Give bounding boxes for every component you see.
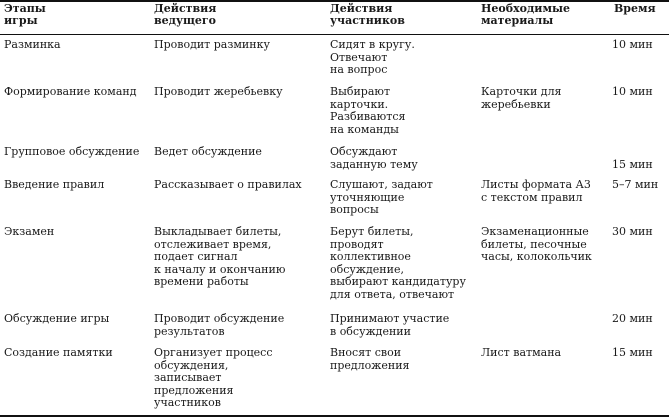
- row-5-participants: Берут билеты, проводят коллективное обсуждение, выбирают кандидатуру для ответа, отвечают: [330, 225, 466, 301]
- header-host-actions: Действия ведущего: [154, 2, 217, 27]
- row-2-materials: Карточки для жеребьевки: [481, 85, 562, 111]
- header-materials: Необходимые материалы: [481, 2, 571, 27]
- row-4-stage: Введение правил: [4, 178, 105, 191]
- row-5-host: Выкладывает билеты, отслеживает время, подает сигнал к началу и окончанию времени работы: [154, 225, 286, 288]
- row-6-stage: Обсуждение игры: [4, 312, 110, 325]
- row-5-time: 30 мин: [612, 225, 653, 238]
- row-7-host: Организует процесс обсуждения, записывает предложения участников: [154, 346, 273, 409]
- table-bottom-rule: [0, 415, 669, 417]
- row-1-time: 10 мин: [612, 38, 653, 51]
- row-7-materials: Лист ватмана: [481, 346, 562, 359]
- row-2-participants: Выбирают карточки. Разбиваются на команды: [330, 85, 406, 136]
- row-3-time: 15 мин: [612, 158, 653, 171]
- row-3-participants: Обсуждают заданную тему: [330, 145, 418, 171]
- row-3-host: Ведет обсуждение: [154, 145, 262, 158]
- row-6-host: Проводит обсуждение результатов: [154, 312, 285, 338]
- row-4-time: 5–7 мин: [612, 178, 659, 191]
- row-2-time: 10 мин: [612, 85, 653, 98]
- row-1-stage: Разминка: [4, 38, 61, 51]
- row-4-participants: Слушают, задают уточняющие вопросы: [330, 178, 433, 216]
- table-header-rule: [0, 34, 669, 35]
- row-6-participants: Принимают участие в обсуждении: [330, 312, 450, 338]
- row-4-materials: Листы формата А3 с текстом правил: [481, 178, 591, 204]
- row-4-host: Рассказывает о правилах: [154, 178, 302, 191]
- header-time: Время: [614, 2, 656, 15]
- row-2-stage: Формирование команд: [4, 85, 137, 98]
- header-stage: Этапы игры: [4, 2, 46, 27]
- row-5-stage: Экзамен: [4, 225, 55, 238]
- row-6-time: 20 мин: [612, 312, 653, 325]
- row-7-participants: Вносят свои предложения: [330, 346, 410, 372]
- header-participant-actions: Действия участников: [330, 2, 405, 27]
- row-2-host: Проводит жеребьевку: [154, 85, 283, 98]
- row-1-host: Проводит разминку: [154, 38, 270, 51]
- row-7-stage: Создание памятки: [4, 346, 113, 359]
- row-1-participants: Сидят в кругу. Отвечают на вопрос: [330, 38, 415, 76]
- row-7-time: 15 мин: [612, 346, 653, 359]
- row-3-stage: Групповое обсуждение: [4, 145, 140, 158]
- row-5-materials: Экзаменационные билеты, песочные часы, колокольчик: [481, 225, 592, 263]
